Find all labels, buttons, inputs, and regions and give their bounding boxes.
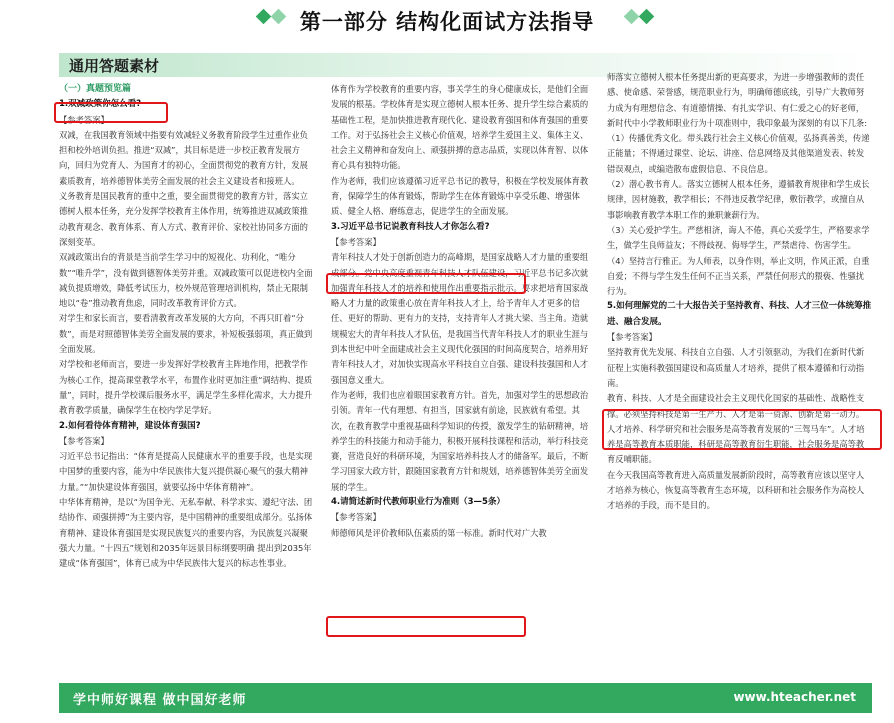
paragraph: 习近平总书记指出：“体育是提高人民健康水平的重要手段，也是实现中国梦的重要内容，能为中华民族伟大复兴提供凝心聚气的强大精神力量。”“加快建设体育强国，就要弘扬中华体育精神”。 [59, 451, 313, 492]
paragraph: 双减，在我国教育领域中指要有效减轻义务教育阶段学生过重作业负担和校外培训负担。推进“双减”，其目标是进一步校正教育发展方向，回归为党育人、为国育才的初心，全面贯彻党的教育方针，发展素质教育，培养德智体美劳全面发展的社会主义建设者和接班人。 [59, 129, 308, 186]
footer-bar [59, 683, 872, 713]
paragraph: 义务教育是国民教育的重中之重，要全面贯彻党的教育方针，落实立德树人根本任务，充分发挥学校教育主体作用，统筹推进双减政策推动教育观念、教育体系、育人方式、教育评价、家校社协同多方面的深刻变革。 [59, 191, 308, 247]
paragraph: 体育作为学校教育的重要内容，事关学生的身心健康成长，是他们全面发展的根基。学校体育是实现立德树人根本任务、提升学生综合素质的基础性工程，是加快推进教育现代化、建设教育强国和体育强国的重要工作。对于弘扬社会主义核心价值观，培养学生爱国主义、集体主义、社会主义精神和奋发向上、顽强拼搏的意志品质，实现以体育智、以体育心具有独特功能。 [331, 84, 589, 171]
paragraph: 对学校和老师而言，要进一步发挥好学校教育主阵地作用，把教学作为核心工作，提高课堂教学水平，布置作业时更加注重“调结构、提质量”，同时，提升学校课后服务水平，满足学生多样化需求，大力提升教育教学质量，确保学生在校内学足学好。 [59, 359, 313, 416]
paragraph: 师落实立德树人根本任务提出新的更高要求，为进一步增强教师的责任感、使命感、荣誉感，规范职业行为，明确师德底线，引导广大教师努力成为有理想信念、有道德情操、有扎实学识、有仁爱之心的好老师，新时代中小学教师职业行为十项准则中，我印象最为深刻的有以下几条: [607, 72, 868, 128]
question-5: 5.如何理解党的二十大报告关于坚持教育、科技、人才三位一体统筹推进、融合发展。 [607, 301, 872, 327]
footer-slogan: 学中师好课程 做中国好老师 [73, 693, 247, 708]
paragraph: （4）坚持言行雅正。为人师表，以身作则，举止文明，作风正派，自重自爱；不得与学生发生任何不正当关系，严禁任何形式的猥亵、性骚扰行为。 [607, 255, 870, 297]
question-4: 4.请简述新时代教师职业行为准则（3—5条） [331, 497, 505, 508]
paragraph: 师德师风是评价教师队伍素质的第一标准。新时代对广大教 [331, 527, 547, 538]
paragraph: 作为老师，我们也应着眼国家教育方针。首先，加强对学生的思想政治引领。青年一代有理想、有担当，国家就有前途，民族就有希望。其次，在教育教学中重视基础科学知识的传授，激发学生的钻研精神，培养学生的科技能力和动手能力，积极开展科技课程和活动，举行科技竞赛，营造良好的科研环境，为国家培养科技人才的储备军。最后，不断学习国家大政方针，跟随国家教育方针和规划，培养德智体美劳全面发展的学生。 [331, 389, 589, 492]
answer-label: 【参考答案】 [59, 114, 109, 125]
paragraph: 双减政策出台的背景是当前学生学习中的短视化、功利化，“唯分数”“唯升学”，没有做到德智体美劳并重。双减政策可以促进校内全面减负提质增效，降低考试压力，校外规范管理培训机构，禁止无限制地以“卷”推动教育焦虑，同时改革教育评价方式。 [59, 252, 313, 309]
subheading: （一）真题预览篇 [59, 84, 132, 94]
paragraph: 中华体育精神，是以“为国争光、无私奉献、科学求实、遵纪守法、团结协作、顽强拼搏”为主要内容，是中国精神的重要组成部分。弘扬体育精神、建设体育强国是实现民族复兴的重要内容，为民族复兴凝聚强大力量。“十四五”规划和2035年远景目标纲要明确 提出到2035年建成“体育强国”，体育已成为中华民族伟大复兴的标志性事业。 [59, 497, 313, 569]
answer-label: 【参考答案】 [607, 332, 657, 343]
paragraph: 作为老师，我们应该遵循习近平总书记的教导，积极在学校发展体育教育，保障学生的体育锻炼，帮助学生在体育锻炼中享受乐趣、增强体质、健全人格、磨练意志，促进学生的全面发展。 [331, 175, 589, 217]
paragraph: 教育、科技、人才是全面建设社会主义现代化国家的基础性、战略性支撑。必须坚持科技是第一生产力、人才是第一资源、创新是第一动力。人才培养、科学研究和社会服务是高等教育发展的“三驾马车”。人才培养是高等教育本质职能，科研是高等教育衍生职能，社会服务是高等教育反哺职能。 [607, 393, 865, 465]
highlight-box-question-3 [326, 273, 526, 294]
paragraph: （3）关心爱护学生。严慈相济，诲人不倦，真心关爱学生，严格要求学生，做学生良师益友；不得歧视、侮辱学生，严禁虐待、伤害学生。 [607, 224, 870, 251]
paragraph: 青年科技人才处于创新创造力的高峰期，是国家战略人才力量的重要组成部分。党中央高度重视青年科技人才队伍建设，习近平总书记多次就加强青年科技人才的培养和使用作出重要指示批示。要求把培育国家战略人才力量的政策重心放在青年科技人才上，给予青年人才更多的信任、更好的帮助、更有力的支持，支持青年人才挑大梁、当主角。造就规模宏大的青年科技人才队伍，是我国当代青年科技人才的职业生涯与到本世纪中叶全面建成社会主义现代化强国的时间高度契合，培养用好青年科技人才，对加快实现高水平科技自立自强、建设科技强国和人才强国意义重大。 [331, 252, 589, 385]
answer-label: 【参考答案】 [331, 236, 381, 247]
answer-label: 【参考答案】 [59, 435, 109, 446]
question-3: 3.习近平总书记说教育科技人才你怎么看? [331, 221, 490, 232]
footer-website: www.hteacher.net [733, 690, 856, 704]
column-1 [59, 82, 315, 572]
question-2: 2.如何看待体育精神，建设体育强国? [59, 420, 201, 431]
highlight-box-question-5 [602, 409, 882, 450]
highlight-box-question-4 [326, 616, 526, 637]
column-2 [331, 82, 589, 541]
paragraph: 在今天我国高等教育进入高质量发展新阶段时，高等教育应该以坚守人才培养为核心，恢复高等教育生态环境，以科研和社会服务作为高校人才培养的手段，而不是目的。 [607, 469, 865, 511]
section-title: 通用答题素材 [69, 57, 160, 75]
paragraph: 坚持教育优先发展、科技自立自强、人才引领驱动，为我们在新时代新征程上实施科教强国建设和高质量人才培养，提供了根本遵循和行动指南。 [607, 347, 865, 388]
paragraph: （1）传播优秀文化。带头践行社会主义核心价值观，弘扬真善美，传递正能量；不得通过课堂、论坛、讲座、信息网络及其他渠道发表、转发错误观点，或编造散布虚假信息、不良信息。 [607, 133, 870, 174]
answer-label: 【参考答案】 [331, 512, 381, 523]
paragraph: （2）潜心教书育人。落实立德树人根本任务，遵循教育规律和学生成长规律，因材施教，教学相长；不得违反教学纪律，敷衍教学，或擅自从事影响教育教学本职工作的兼职兼薪行为。 [607, 179, 870, 220]
page-header [0, 0, 894, 40]
question-1: 1.双减政策你怎么看? [59, 99, 142, 110]
paragraph: 对学生和家长而言，要看清教育改革发展的大方向，不再只盯着“分数”，而是对照德智体美劳全面发展的要求，补短板强弱项，真正做到全面发展。 [59, 313, 313, 355]
highlight-box-question-1 [54, 102, 168, 123]
page-title: 第一部分 结构化面试方法指导 [299, 10, 595, 34]
